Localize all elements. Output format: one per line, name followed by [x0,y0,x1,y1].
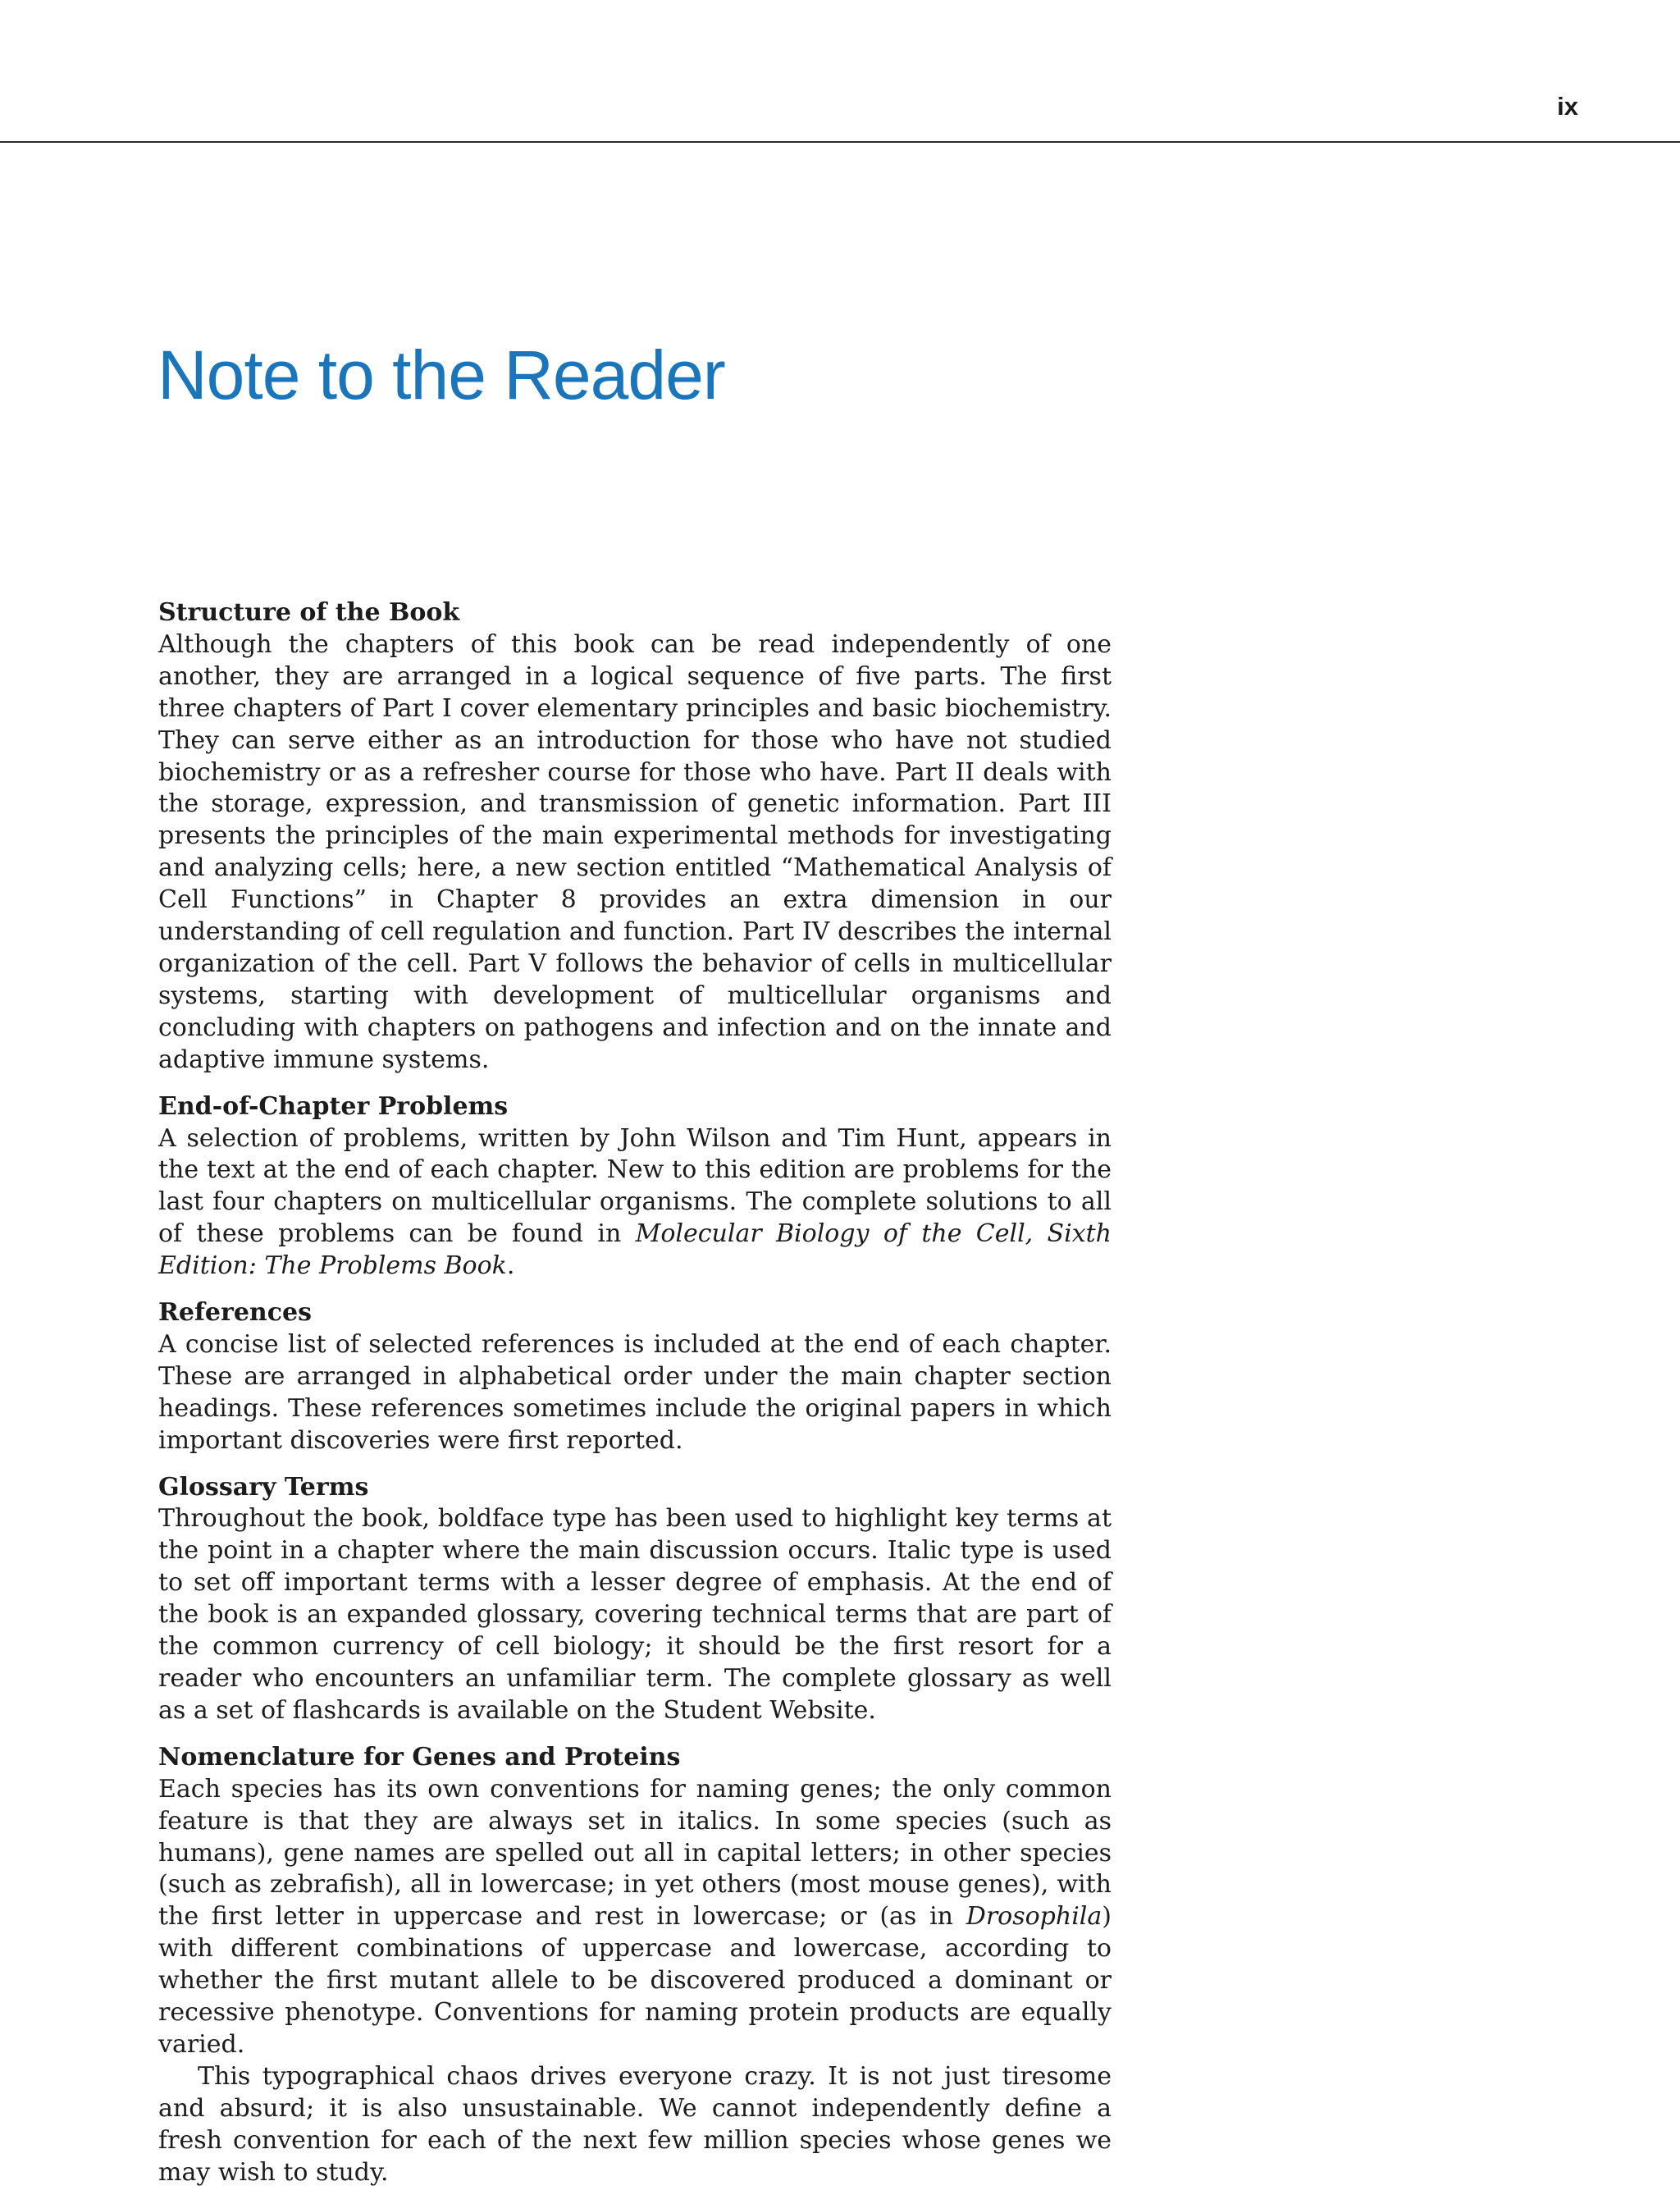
page-title: Note to the Reader [158,336,725,414]
paragraph-text: ) with different combinations of uppercase and lowercase, according to whether the first mutant allele to be discovered produced a dominant or recessive phenotype. Conventions for naming protein products are equally varied. [158,1902,1112,2059]
section-end-of-chapter-problems [158,1091,1112,1283]
book-title-italic: Molecular Biology of the Cell, Sixth Edition: The Problems Book [158,1219,1112,1281]
section-paragraph: Throughout the book, boldface type has been used to highlight key terms at the point in a chapter where the main discussion occurs. Italic type is used to set off important terms with a lesser degree of emphasis. At the end of the book is an expanded glossary, covering technical terms that are part of the common currency of cell biology; it should be the first resort for a reader who encounters an unfamiliar term. The complete glossary as well as a set of flashcards is available on the Student Website. [158,1504,1112,1725]
section-nomenclature [158,1742,1112,2189]
section-heading: Glossary Terms [158,1472,369,1502]
paragraph-text: Each species has its own conventions for naming genes; the only common feature is that they are always set in italics. In some species (such as humans), gene names are spelled out all in capital letters; in other species (such as zebrafish), all in lowercase; in yet others (most mouse genes), with the first letter in uppercase and rest in lowercase; or (as in [158,1774,1112,1932]
section-paragraph: A concise list of selected references is included at the end of each chapter. These are arranged in alphabetical order under the main chapter section headings. These references sometimes include the original papers in which important discoveries were first reported. [158,1329,1112,1455]
section-paragraph [158,1774,1112,2061]
section-glossary-terms [158,1472,1112,1727]
paragraph-text: A selection of problems, written by John Wilson and Tim Hunt, appears in the text at the end of each chapter. New to this edition are problems for the last four chapters on multicellular organisms. The complete solutions to all of these problems can be found in [158,1123,1112,1249]
section-heading: End-of-Chapter Problems [158,1091,509,1121]
main-content [158,597,1112,2204]
section-paragraph: Although the chapters of this book can be read independently of one another, they are arranged in a logical sequence of five parts. The first three chapters of Part I cover elementary principles and basic biochemistry. They can serve either as an introduction for those who have not studied biochemistry or as a refresher course for those who have. Part II deals with the storage, expression, and transmission of genetic information. Part III presents the principles of the main experimental methods for investigating and analyzing cells; here, a new section entitled “Mathematical Analysis of Cell Functions” in Chapter 8 provides an extra dimension in our understanding of cell regulation and function. Part IV describes the internal organization of the cell. Part V follows the behavior of cells in multicellular systems, starting with development of multicellular organisms and concluding with chapters on pathogens and infection and on the innate and adaptive immune systems. [158,629,1112,1074]
page-number: ix [1557,92,1578,121]
section-paragraph: This typographical chaos drives everyone crazy. It is not just tiresome and absurd; it is also unsustainable. We cannot independently define a fresh convention for each of the next few million species whose genes we may wish to study. [158,2061,1112,2187]
section-references [158,1297,1112,1457]
header-divider [0,141,1680,143]
paragraph-text: . [506,1251,515,1281]
section-structure-of-the-book [158,597,1112,1077]
section-heading: Nomenclature for Genes and Proteins [158,1742,681,1772]
section-heading: References [158,1298,312,1328]
section-paragraph [158,1123,1112,1283]
species-name-italic: Drosophila [966,1902,1102,1932]
section-heading: Structure of the Book [158,598,460,627]
